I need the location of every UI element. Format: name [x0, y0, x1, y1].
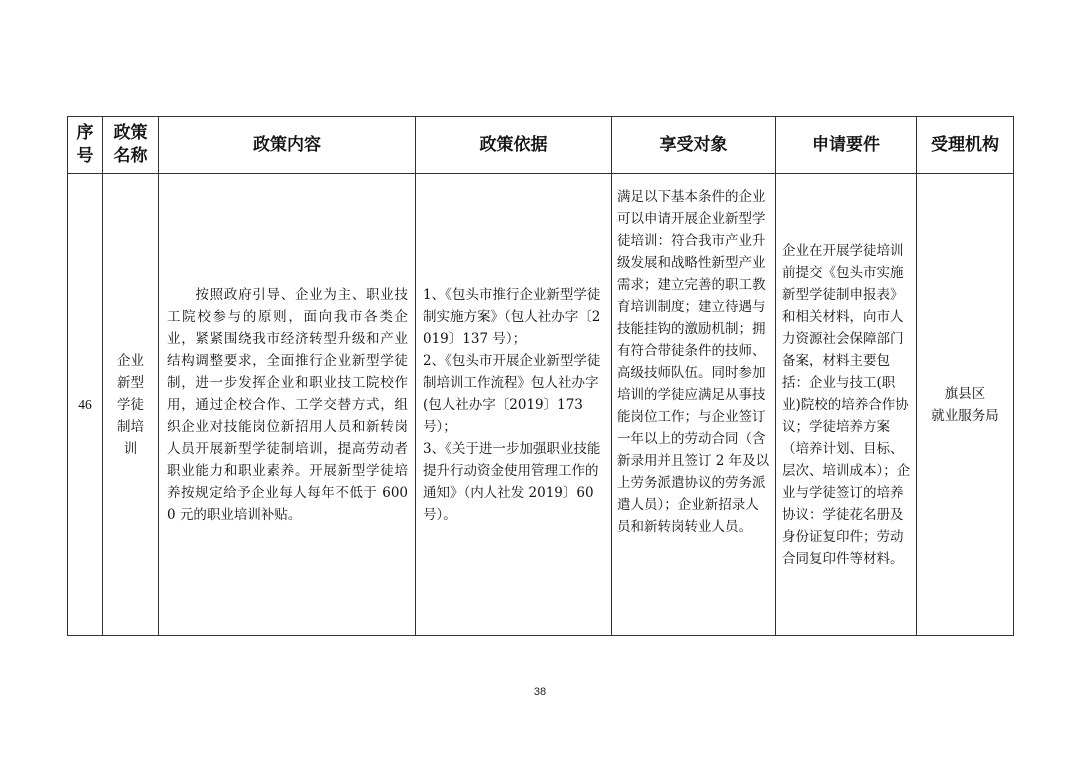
- header-policy-name: 政策 名称: [103, 117, 159, 174]
- cell-seq: 46: [68, 174, 103, 636]
- cell-policy-content: 按照政府引导、企业为主、职业技工院校参与的原则，面向我市各类企业，紧紧围绕我市经济转型升级和产业结构调整要求，全面推行企业新型学徒制，进一步发挥企业和职业技工院校作用，通过企校合作、工学交替方式，组织企业对技能岗位新招用人员和新转岗人员开展新型学徒制培训，提高劳动者职业能力和职业素养。开展新型学徒培养按规定给予企业每人每年不低于 6000 元的职业培训补贴。: [159, 174, 416, 636]
- policy-table: [67, 116, 1014, 636]
- header-accepting-agency: 受理机构: [917, 117, 1014, 174]
- cell-eligible-target: 满足以下基本条件的企业可以申请开展企业新型学徒培训：符合我市产业升级发展和战略性新型产业需求；建立完善的职工教育培训制度；建立待遇与技能挂钩的激励机制；拥有符合带徒条件的技师、高级技师队伍。同时参加培训的学徒应满足从事技能岗位工作；与企业签订一年以上的劳动合同（含新录用并且签订 2 年及以上劳务派遣协议的劳务派遣人员）；企业新招录人员和新转岗转业人员。: [612, 174, 776, 636]
- table-row: [68, 174, 1014, 636]
- cell-accepting-agency: 旗县区 就业服务局: [917, 174, 1014, 636]
- header-eligible-target: 享受对象: [612, 117, 776, 174]
- header-policy-basis: 政策依据: [416, 117, 612, 174]
- cell-policy-basis: 1、《包头市推行企业新型学徒制实施方案》（包人社办字〔2019〕137 号）； 2、《包头市开展企业新型学徒制培训工作流程》包人社办字(包人社办字〔2019〕173 号）； 3、《关于进一步加强职业技能提升行动资金使用管理工作的通知》（内人社发 2019〕60 号）。: [416, 174, 612, 636]
- header-application-requirements: 申请要件: [776, 117, 917, 174]
- cell-policy-name: 企业 新型 学徒 制培 训: [103, 174, 159, 636]
- header-policy-content: 政策内容: [159, 117, 416, 174]
- header-seq: 序 号: [68, 117, 103, 174]
- cell-application-requirements: 企业在开展学徒培训前提交《包头市实施新型学徒制申报表》和相关材料，向市人力资源社会保障部门备案，材料主要包括：企业与技工(职业)院校的培养合作协议；学徒培养方案（培养计划、目标、层次、培训成本）；企业与学徒签订的培养协议：学徒花名册及身份证复印件；劳动合同复印件等材料。: [776, 174, 917, 636]
- page-number: 38: [533, 686, 547, 698]
- table-header-row: [68, 117, 1014, 174]
